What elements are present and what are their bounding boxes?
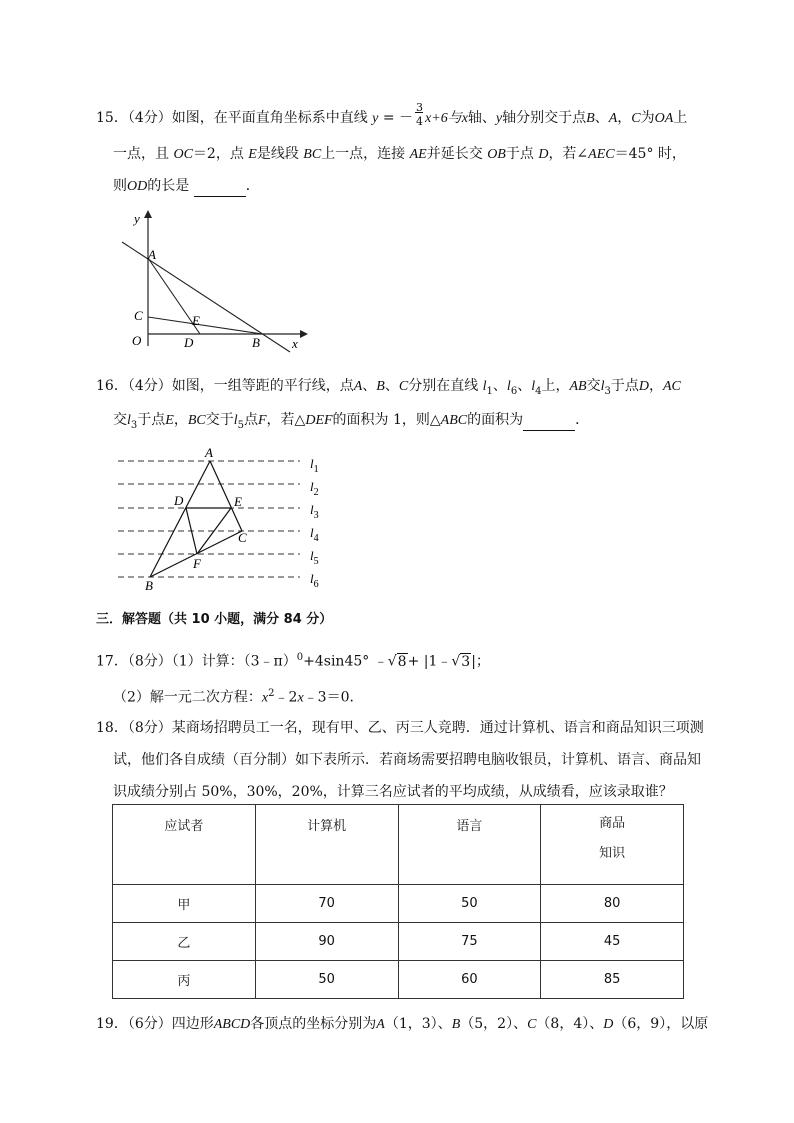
q16-text: 交于: [205, 412, 234, 428]
line-labels: [310, 456, 319, 590]
q15-text: ＝2，点: [192, 146, 249, 162]
q17-text: |；: [471, 653, 490, 670]
table-header-row: [113, 805, 684, 885]
label-x: x: [292, 336, 298, 351]
sep: 、: [517, 378, 532, 394]
q15-text: ，若∠: [548, 146, 589, 162]
segment-od: OD: [127, 179, 148, 194]
sqrt-8: 8: [397, 653, 407, 670]
q15-fraction: [413, 101, 425, 128]
q15-text: 轴分别交于点: [502, 110, 587, 126]
sep: 、: [594, 110, 609, 126]
sep: ，: [617, 110, 632, 126]
label-l1: $l_1$: [310, 456, 319, 475]
point-d: D: [603, 1017, 614, 1032]
label-l5: $l_5$: [310, 548, 319, 567]
label-d: D: [174, 493, 184, 508]
q15-text: 轴、: [467, 110, 496, 126]
q16-text: 点: [243, 412, 258, 428]
answer-blank[interactable]: [194, 176, 246, 197]
point-a: A: [376, 1017, 385, 1032]
sep: 、: [384, 378, 399, 394]
cell-name: 丙: [113, 961, 256, 999]
label-o: O: [132, 333, 142, 348]
q15-figure: [112, 206, 312, 356]
q16-text: 于点: [137, 412, 166, 428]
minus: ﹣: [373, 653, 388, 670]
coord-c: （8，4）、: [536, 1016, 604, 1032]
angle-aec: AEC: [588, 147, 615, 162]
q15-eq: =: [378, 110, 400, 126]
point-a: A: [608, 111, 618, 126]
frac-numerator: 3: [416, 101, 424, 114]
cell-score: 70: [255, 885, 398, 923]
q15-text: 上一点，连接: [321, 146, 410, 162]
line-l: l: [233, 413, 238, 428]
label-b: B: [145, 578, 153, 593]
segment-df-line: [186, 508, 197, 554]
frac-denominator: 4: [416, 115, 424, 128]
cell-score: 85: [541, 961, 684, 999]
triangle-def: DEF: [305, 413, 333, 428]
label-e: E: [192, 313, 200, 328]
q16-text: 的面积为: [467, 412, 524, 428]
q16-text: ，: [648, 378, 663, 394]
point-d: D: [538, 147, 549, 162]
sqrt-icon: √: [387, 653, 397, 670]
point-c: C: [398, 379, 409, 394]
line-l: l: [482, 379, 487, 394]
q17-text: ﹣2: [274, 689, 298, 706]
label-d: D: [184, 335, 194, 350]
q15-text: 一点，且: [113, 146, 174, 162]
point-c: C: [631, 111, 641, 126]
q15-text: 15．（4分）如图，在平面直角坐标系中直线: [96, 110, 373, 126]
q17-text: 17．（8分）（1）计算：（3﹣π）: [96, 653, 297, 670]
q15-var-y: y: [372, 111, 379, 126]
header-language: 语言: [398, 805, 541, 885]
cell-score: 60: [398, 961, 541, 999]
table-row: [113, 923, 684, 961]
label-l6: $l_6$: [310, 571, 319, 590]
q16-line2: [113, 410, 589, 436]
coord-b: （5，2）、: [460, 1016, 528, 1032]
sep: 、: [492, 378, 507, 394]
cell-score: 45: [541, 923, 684, 961]
answer-blank[interactable]: [523, 410, 575, 431]
cell-score: 50: [398, 885, 541, 923]
subscript: 5: [237, 419, 244, 431]
line-l: l: [531, 379, 536, 394]
cell-score: 90: [255, 923, 398, 961]
label-c: C: [134, 308, 143, 323]
q15-text: 为: [640, 110, 655, 126]
q15-text: 是线段: [256, 146, 304, 162]
parallel-lines: [118, 461, 300, 577]
q16-text: ，: [173, 412, 188, 428]
q15-line2: [113, 144, 686, 165]
segment-ae: AE: [409, 147, 427, 162]
segment-bc: BC: [187, 413, 206, 428]
label-y: y: [134, 211, 140, 226]
label-c: C: [238, 530, 247, 545]
section-title: 三．解答题（共 10 小题，满分 84 分）: [96, 612, 333, 627]
label-f: F: [193, 556, 201, 571]
exponent: 2: [268, 688, 275, 699]
line-l: l: [127, 413, 131, 428]
q16-text: 于点: [610, 378, 639, 394]
q15-text: ＝45° 时，: [614, 146, 686, 162]
q15-line1: [96, 101, 688, 129]
q17-line1: [96, 648, 490, 672]
q15-var-x: x: [461, 111, 468, 126]
x-arrow-icon: [300, 330, 308, 338]
header-product-knowledge: [541, 805, 684, 885]
header-product: 商品: [599, 816, 626, 831]
sqrt-3: 3: [461, 653, 471, 670]
q15-text: 则: [113, 178, 127, 194]
segment-oa: OA: [654, 111, 674, 126]
q15-text: 于点: [505, 146, 539, 162]
q19-text: 19．（6分）四边形: [96, 1016, 214, 1032]
cell-score: 50: [255, 961, 398, 999]
q16-text: 的面积为 1，则△: [332, 412, 441, 428]
q15-line3: [113, 176, 260, 197]
score-table: [112, 804, 684, 999]
subscript: 3: [130, 419, 138, 431]
cell-score: 80: [541, 885, 684, 923]
q17-text: + |1: [407, 653, 438, 670]
q17-text: （2）解一元二次方程：: [113, 689, 262, 706]
line-cb: [148, 317, 262, 334]
minus: ﹣: [437, 653, 452, 670]
q16-text: 交: [113, 412, 127, 428]
header-knowledge: 知识: [599, 846, 626, 861]
y-arrow-icon: [144, 210, 152, 218]
line-l: l: [600, 379, 605, 394]
subscript: 6: [510, 385, 518, 397]
cell-name: 甲: [113, 885, 256, 923]
label-l4: $l_4$: [310, 525, 319, 544]
point-e: E: [165, 413, 174, 428]
q16-text: 上，: [541, 378, 570, 394]
var-x: x: [297, 690, 304, 706]
label-a: A: [148, 247, 156, 262]
cell-score: 75: [398, 923, 541, 961]
q15-text: ．: [245, 178, 260, 194]
label-a: A: [205, 445, 213, 460]
triangle-abc: ABC: [440, 413, 468, 428]
quad-abcd: ABCD: [213, 1017, 251, 1032]
q16-text: 16．（4分）如图，一组等距的平行线，点: [96, 378, 354, 394]
sep: 、: [362, 378, 377, 394]
q19-line1: [96, 1014, 708, 1035]
label-l3: $l_3$: [310, 502, 319, 521]
q15-text: 上: [673, 110, 688, 126]
line-l: l: [506, 379, 511, 394]
header-computer: 计算机: [255, 805, 398, 885]
var-x: x: [261, 690, 269, 706]
label-b: B: [252, 335, 260, 350]
q17-text: +4sin45°: [303, 653, 374, 670]
subscript: 3: [604, 385, 611, 397]
segment-ab-line: [150, 461, 210, 577]
q16-figure: [112, 444, 342, 594]
q18-line3: 识成绩分别占 50%，30%，20%，计算三名应试者的平均成绩，从成绩看，应该录取谁？: [113, 784, 673, 800]
sqrt-icon: √: [451, 653, 461, 670]
table-row: [113, 961, 684, 999]
q18-line2: 试，他们各自成绩（百分制）如下表所示．若商场需要招聘电脑收银员，计算机、语言、商品知: [113, 752, 701, 768]
q15-var-y: y: [495, 111, 503, 126]
coord-a: （1，3）、: [384, 1016, 452, 1032]
point-f: F: [257, 413, 267, 428]
point-e: E: [248, 147, 257, 162]
q17-line2: [113, 684, 363, 709]
point-b: B: [376, 379, 385, 394]
q16-line1: [96, 376, 681, 402]
segment-ob: OB: [487, 147, 506, 162]
subscript: 1: [486, 385, 493, 397]
segment-ac: AC: [662, 379, 681, 394]
q16-text: ．: [575, 412, 590, 428]
q15-text: 并延长交: [426, 146, 488, 162]
segment-ab: AB: [569, 379, 587, 394]
point-b: B: [451, 1017, 461, 1032]
q15-text: 的长是: [147, 178, 194, 194]
q16-text: 分别在直线: [408, 378, 483, 394]
coord-d: （6，9），以原: [613, 1016, 709, 1032]
subscript: 4: [535, 385, 542, 397]
segment-oc: OC: [173, 147, 193, 162]
q16-text: ，若△: [266, 412, 306, 428]
q16-text: 交: [586, 378, 601, 394]
q18-line1: 18．（8分）某商场招聘员工一名，现有甲、乙、丙三人竞聘．通过计算机、语言和商品知识三项测: [96, 720, 704, 736]
q17-text: ﹣3＝0．: [303, 689, 364, 706]
point-c: C: [527, 1017, 537, 1032]
cell-name: 乙: [113, 923, 256, 961]
q19-text: 各顶点的坐标分别为: [250, 1016, 377, 1032]
point-d: D: [638, 379, 649, 394]
table-row: [113, 885, 684, 923]
segment-bc: BC: [303, 147, 322, 162]
point-a: A: [353, 379, 363, 394]
q15-text: x+6与: [425, 111, 462, 126]
exponent: 0: [296, 652, 304, 663]
header-candidate: 应试者: [113, 805, 256, 885]
point-b: B: [586, 111, 595, 126]
label-e: E: [234, 494, 242, 509]
label-l2: $l_2$: [310, 479, 319, 498]
q15-minus: －: [399, 110, 414, 126]
